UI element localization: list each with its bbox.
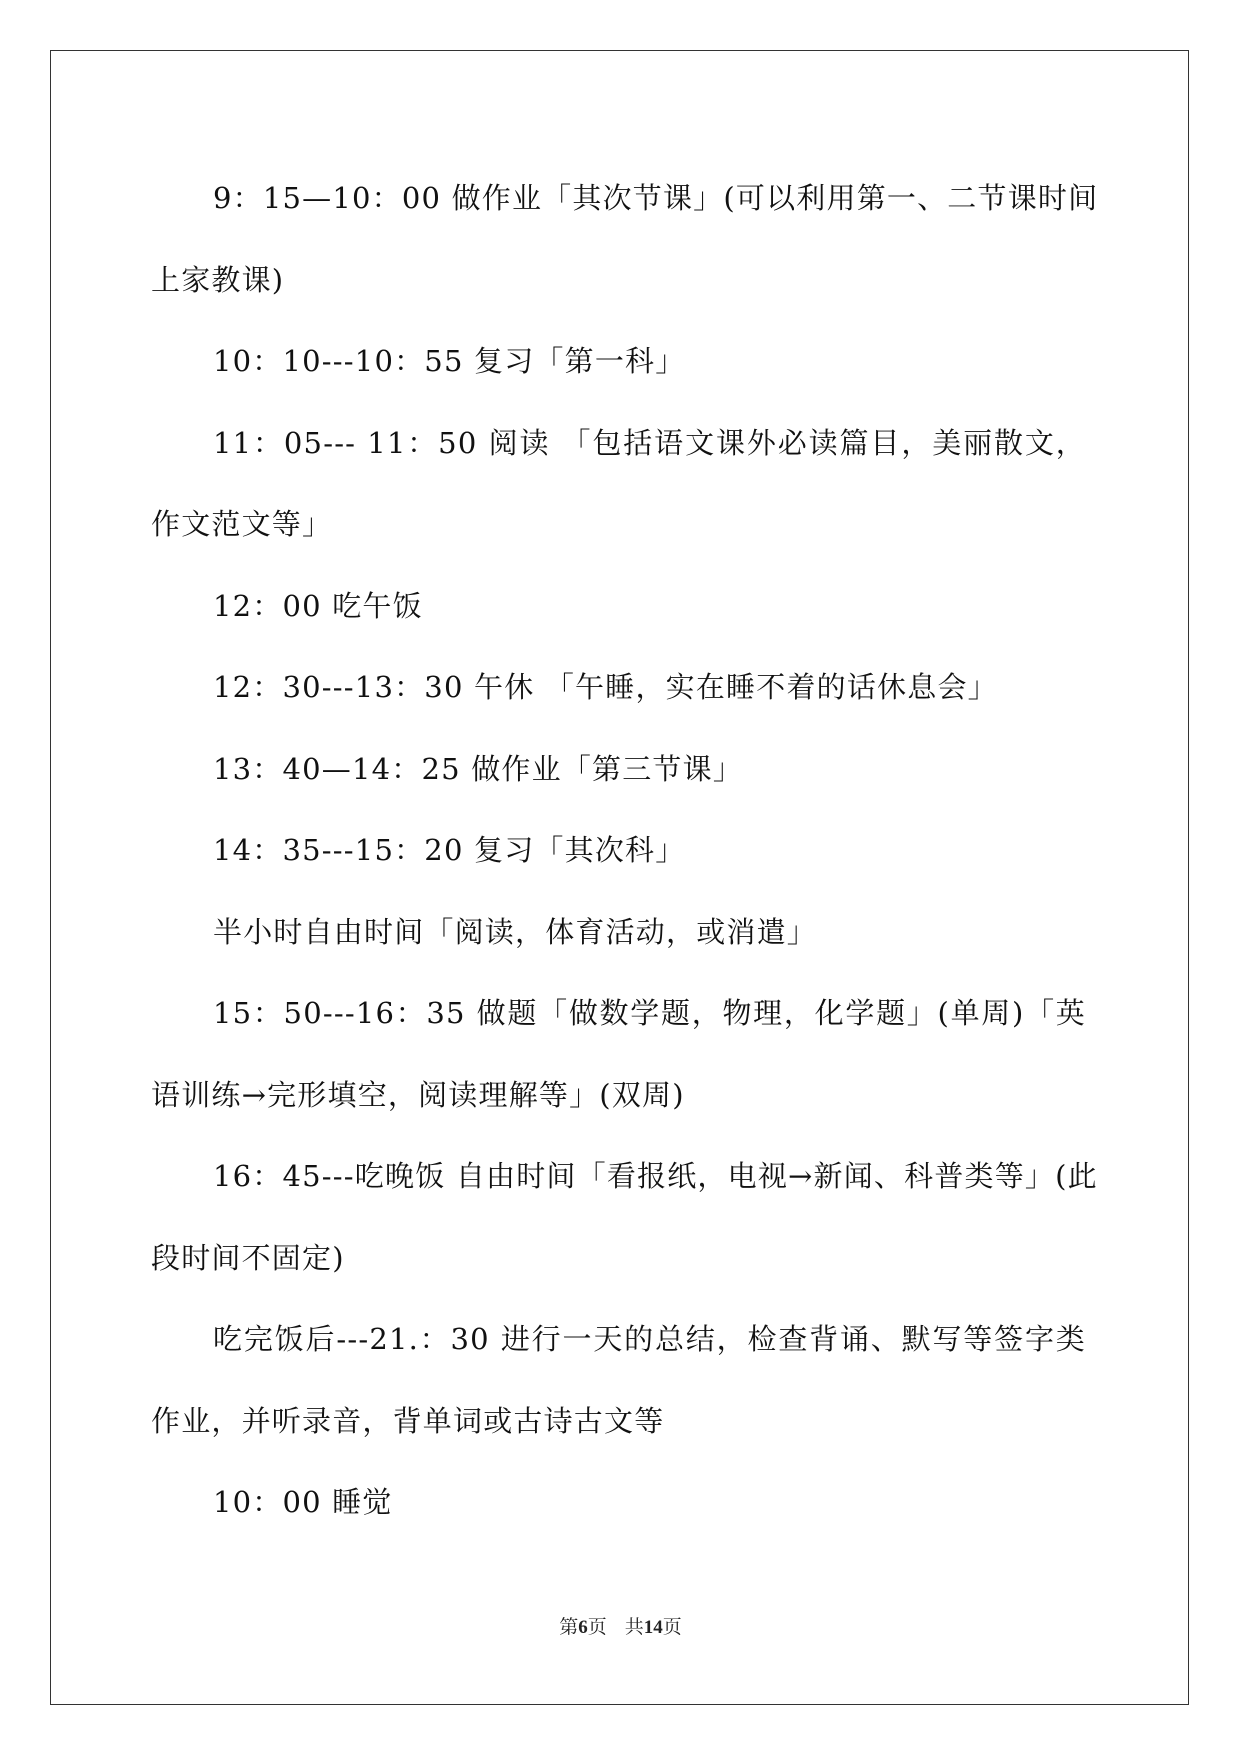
paragraph-line: 半小时自由时间「阅读，体育活动，或消遣」 [213,914,818,949]
paragraph-line: 11：05--- 11：50 阅读 「包括语文课外必读篇目，美丽散文， [213,425,1086,460]
footer-total-unit: 页 [662,1617,682,1638]
paragraph-line: 13：40—14：25 做作业「第三节课」 [213,751,744,786]
paragraph-line: 9：15—10：00 做作业「其次节课」(可以利用第一、二节课时间 [213,181,1099,215]
paragraph-line: 12：30---13：30 午休 「午睡，实在睡不着的话休息会」 [213,670,998,704]
footer-page-unit: 页 [587,1617,607,1638]
paragraph-line: 作业，并听录音，背单词或古诗古文等 [151,1403,665,1438]
footer-total-prefix: 共 [624,1617,644,1638]
paragraph-line: 16：45---吃晚饭 自由时间「看报纸，电视→新闻、科普类等」(此 [213,1159,1098,1193]
paragraph-line: 语训练→完形填空，阅读理解等」(双周) [151,1077,685,1112]
paragraph-line: 15：50---16：35 做题「做数学题，物理，化学题」(单周)「英 [213,996,1086,1030]
paragraph-line: 上家教课) [151,262,285,297]
paragraph-line: 10：00 睡觉 [213,1485,393,1519]
paragraph-line: 吃完饭后---21.：30 进行一天的总结，检查背诵、默写等签字类 [213,1322,1086,1356]
paragraph-line: 10：10---10：55 复习「第一科」 [213,344,686,378]
document-body [151,158,1099,1544]
page-footer [0,1612,1241,1639]
paragraph-line: 段时间不固定) [151,1240,345,1275]
paragraph-line: 作文范文等」 [151,507,333,541]
footer-page-number: 6 [578,1617,588,1638]
paragraph-line: 14：35---15：20 复习「其次科」 [213,833,686,867]
paragraph-line: 12：00 吃午饭 [213,588,423,623]
footer-page-prefix: 第 [559,1617,579,1638]
footer-total-pages: 14 [643,1617,663,1638]
